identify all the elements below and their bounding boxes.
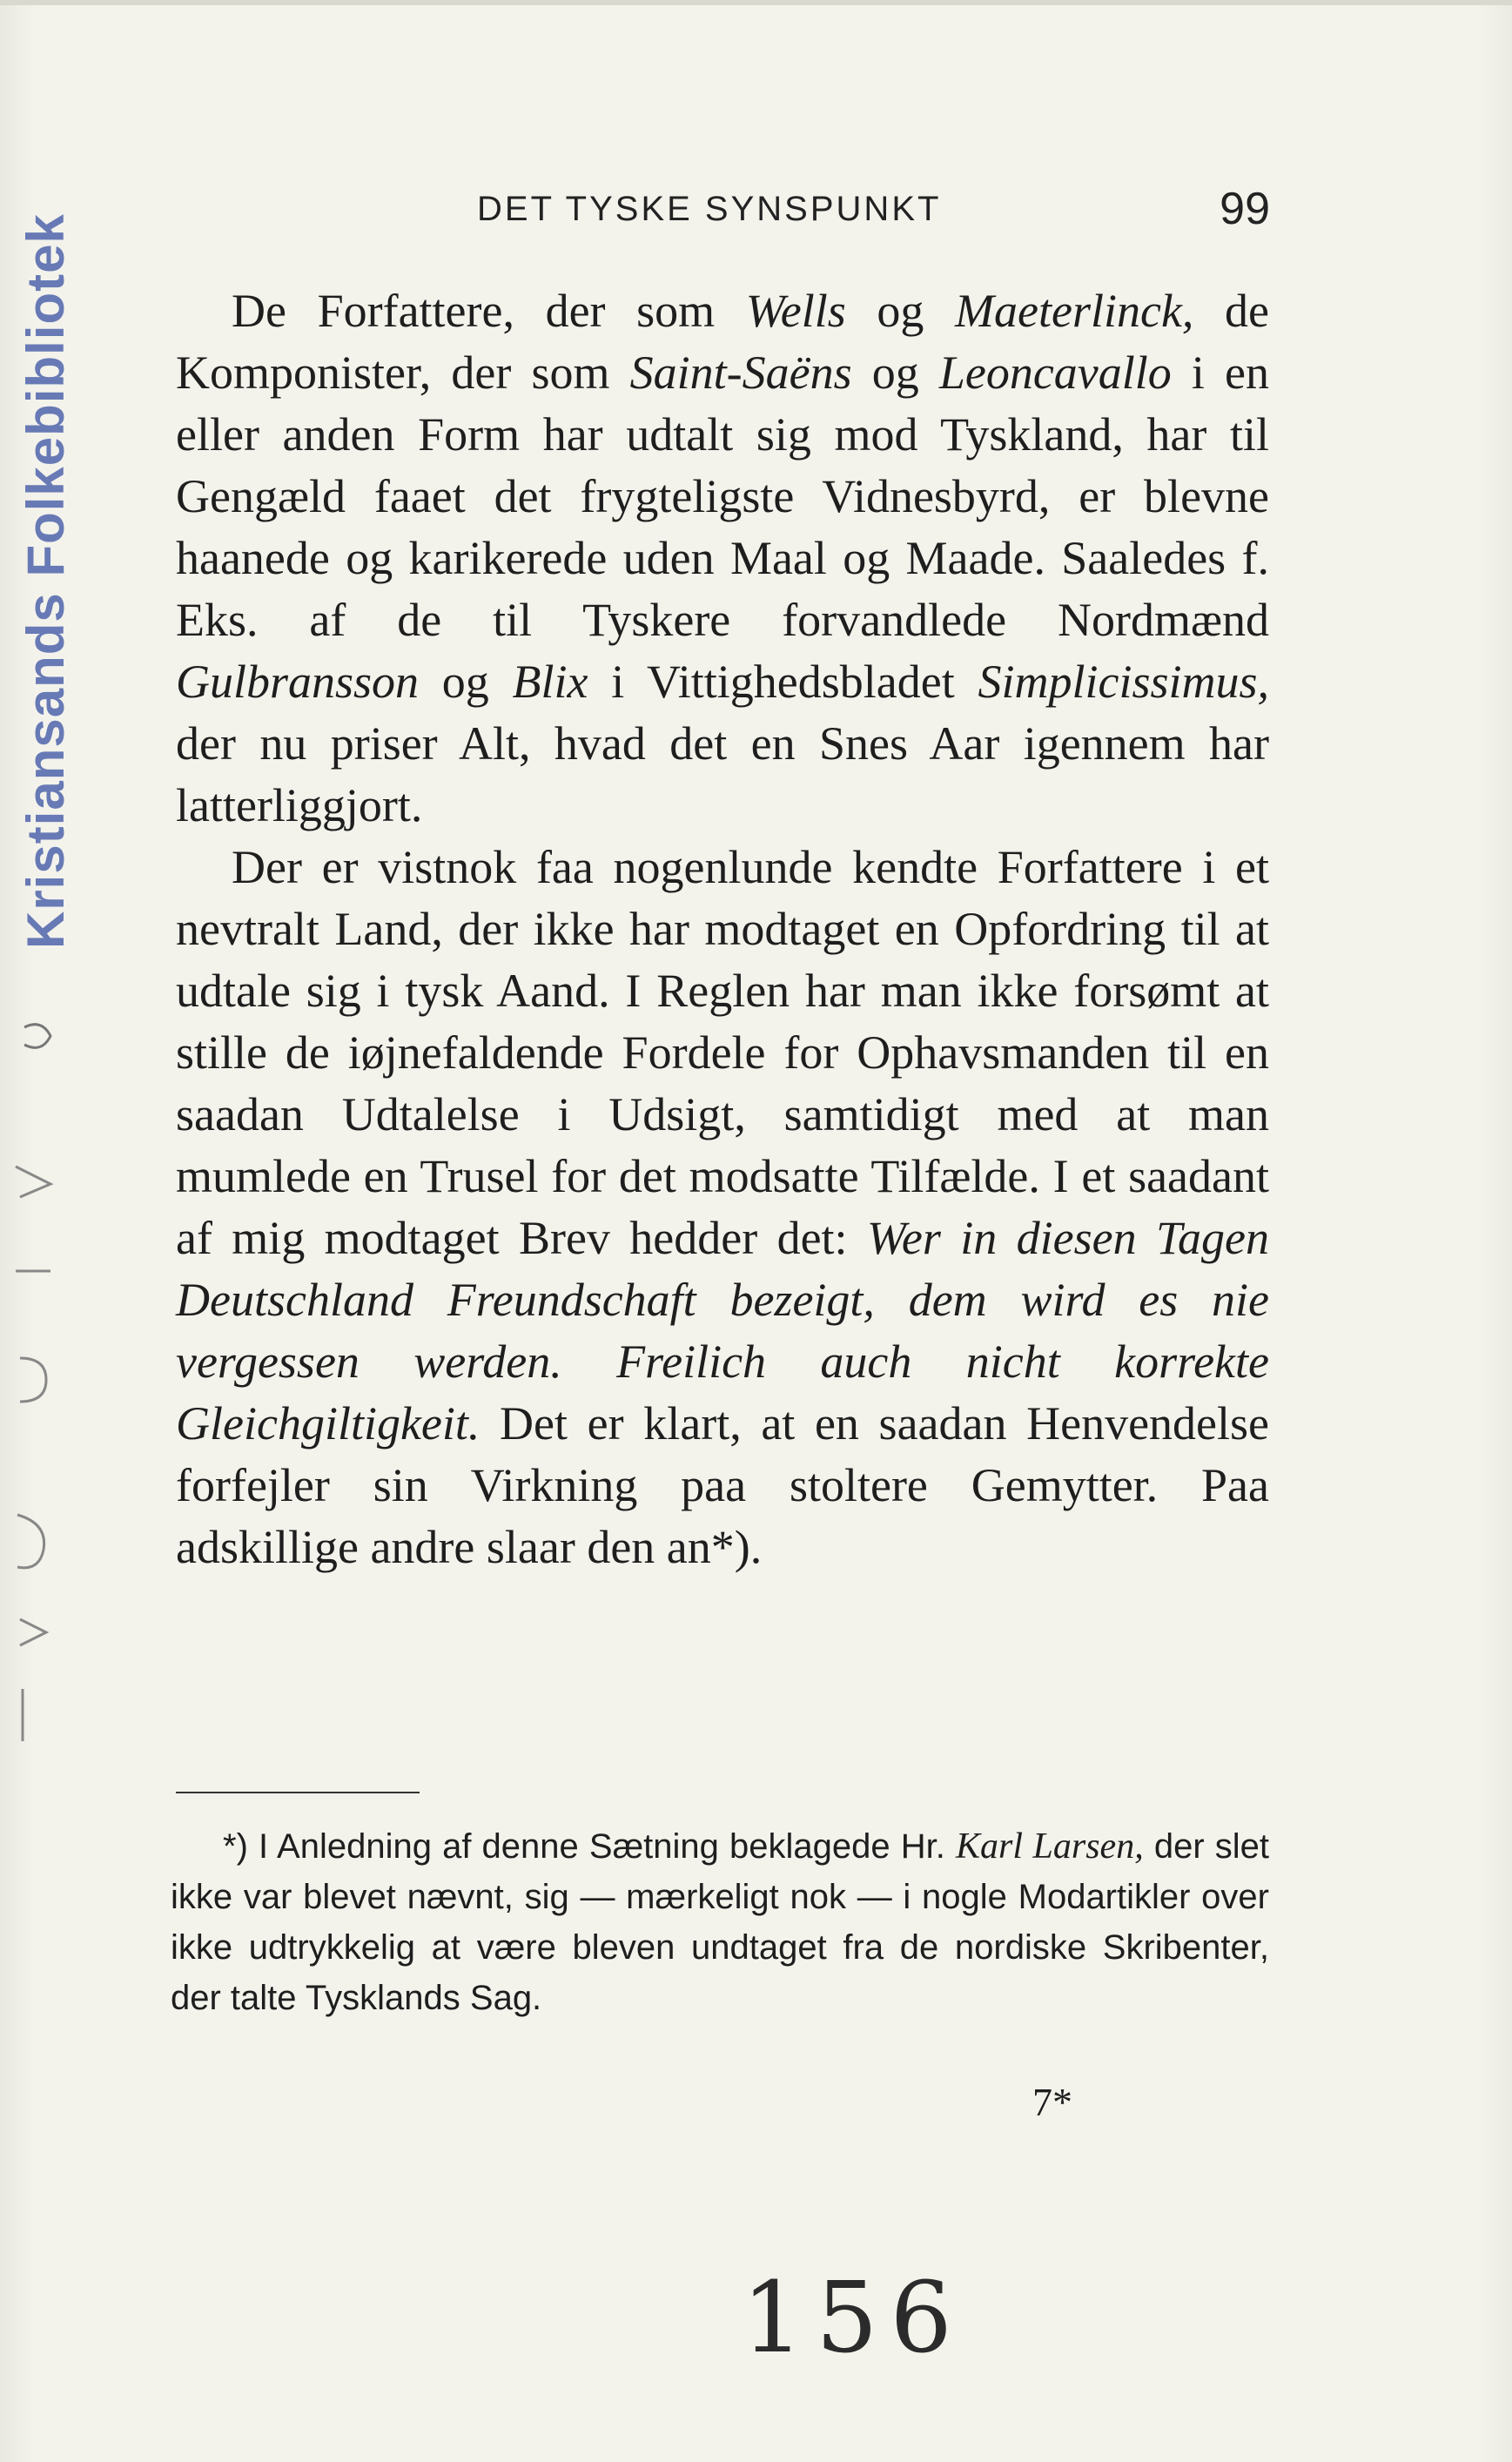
body-text: [176, 280, 1269, 1578]
p1-italic-simplicissimus: Simplicissimus,: [978, 656, 1270, 708]
page-top-edge: [0, 0, 1512, 5]
p1-italic-wells: Wells: [745, 285, 846, 337]
p1-text-5: i en eller anden Form har udtalt sig mod Tyskland, har til Gengæld faaet det frygteligste Vidnesbyrd, er blevne haanede og karikerede uden Maal og Maade. Saaledes f. Eks. af de til Tyskere forvandlede Nordmænd: [176, 346, 1269, 646]
p1-text-8: der nu priser Alt, hvad det en Snes Aar igennem har latterliggjort.: [176, 717, 1269, 831]
p1-italic-leoncavallo: Leoncavallo: [938, 346, 1172, 399]
p2-italic-german-quote: Wer in diesen Tagen Deutschland Freundschaft bezeigt, dem wird es nie vergessen werden. Freilich auch nicht korrekte Gleichgiltigkeit.: [176, 1212, 1269, 1450]
footnote-text-1: *) I Anledning af denne Sætning beklagede Hr.: [223, 1827, 956, 1866]
p1-italic-maeterlinck: Maeterlinck,: [955, 285, 1194, 337]
paragraph-2: [176, 837, 1269, 1578]
p1-text-2: og: [845, 285, 956, 337]
p1-italic-blix: Blix: [512, 656, 588, 708]
library-stamp: Kristiansands Folkebibliotek: [17, 213, 75, 949]
p1-text-3: de Komponister, der som: [176, 285, 1270, 399]
footnote-text-2: der slet ikke var blevet nævnt, sig — mærkeligt nok — i nogle Modartikler over ikke udtrykkelig at være bleven undtaget fra de nordiske Skribenter, der talte Tysklands Sag.: [171, 1827, 1269, 2017]
p1-text-4: og: [851, 346, 939, 399]
p2-text-1: Der er vistnok faa nogenlunde kendte Forfattere i et nevtralt Land, der ikke har modtaget en Opfordring til at udtale sig i tysk Aand. I Reglen har man ikke forsømt at stille de iøjnefaldende Fordele for Ophavsmanden til en saadan Udtalelse i Udsigt, samtidigt med at man mumlede en Trusel for det modsatte Tilfælde. I et saadant af mig modtaget Brev hedder det:: [176, 841, 1269, 1264]
footnote: [171, 1821, 1269, 2023]
paragraph-1: [176, 280, 1269, 837]
p1-text-6: og: [419, 656, 513, 708]
margin-pencil-marks: [7, 1010, 68, 1793]
p2-text-2: Det er klart, at en saadan Henvendelse forfejler sin Virkning paa stoltere Gemytter. Paa adskillige andre slaar den an*).: [176, 1397, 1269, 1573]
p1-italic-saint-saens: Saint-Saëns: [629, 346, 852, 399]
footnote-rule: [176, 1792, 420, 1793]
p1-text-7: i Vittighedsbladet: [588, 656, 978, 708]
page-number: 99: [1220, 184, 1270, 234]
p1-italic-gulbransson: Gulbransson: [176, 656, 420, 708]
signature-mark: 7*: [1032, 2080, 1072, 2124]
footnote-italic-name: Karl Larsen,: [955, 1826, 1144, 1867]
running-head: DET TYSKE SYNSPUNKT: [477, 190, 942, 228]
handwritten-number: 156: [742, 2262, 964, 2375]
p1-text-1: De Forfattere, der som: [232, 285, 746, 337]
